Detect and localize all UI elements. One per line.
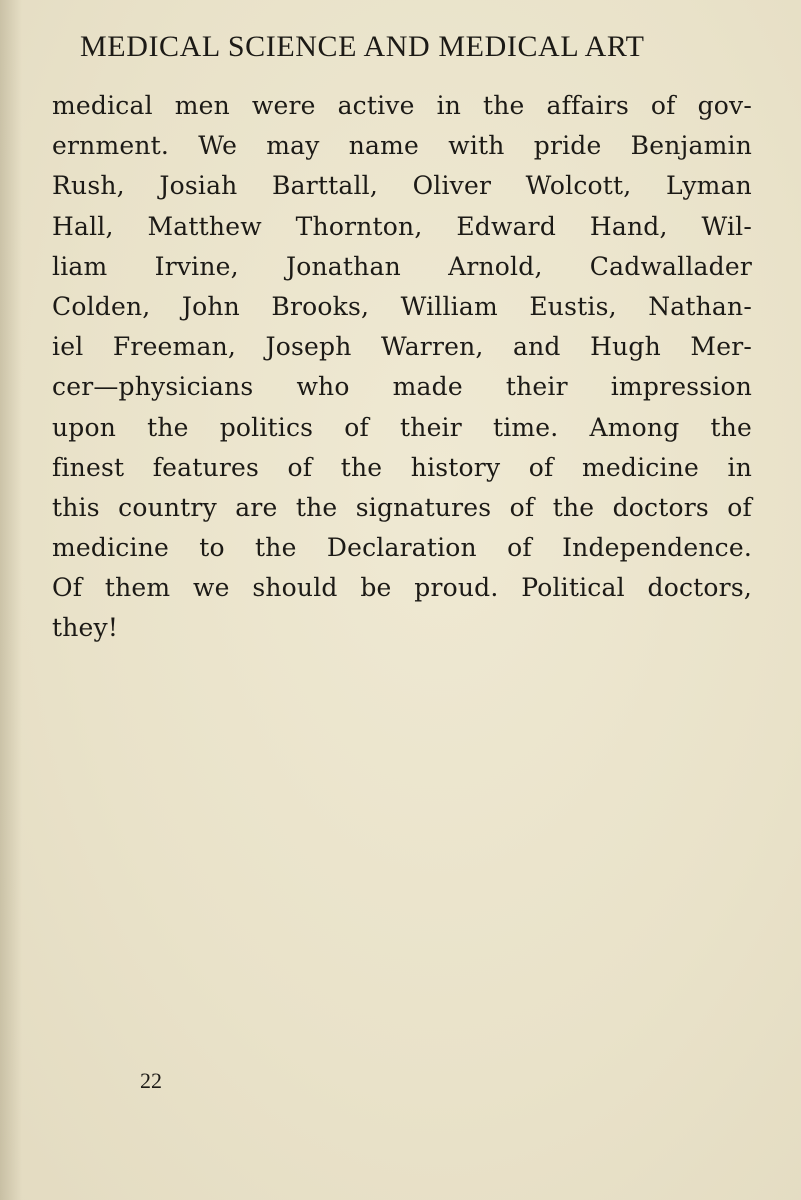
text-line: Colden, John Brooks, William Eustis, Nathan- <box>52 291 752 321</box>
text-line: Hall, Matthew Thornton, Edward Hand, Wil- <box>52 211 752 241</box>
running-head: MEDICAL SCIENCE AND MEDICAL ART <box>80 30 645 63</box>
text-line: medicine to the Declaration of Independence. <box>52 533 752 563</box>
text-line: medical men were active in the affairs of gov- <box>52 91 752 120</box>
text-line: finest features of the history of medicine in <box>52 452 752 482</box>
text-line: Rush, Josiah Barttall, Oliver Wolcott, Lyman <box>52 171 752 201</box>
text-line: liam Irvine, Jonathan Arnold, Cadwallader <box>52 251 752 281</box>
text-line: this country are the signatures of the doctors of <box>52 492 752 522</box>
text-line: cer—physicians who made their impression <box>52 372 752 402</box>
page-number: 22 <box>140 1068 162 1093</box>
text-line: they! <box>52 613 119 643</box>
text-line: ernment. We may name with pride Benjamin <box>52 131 752 161</box>
text-line: iel Freeman, Joseph Warren, and Hugh Mer- <box>52 332 752 362</box>
body-paragraph <box>52 86 752 649</box>
page-gutter-shadow <box>0 0 22 1200</box>
text-line: Of them we should be proud. Political doctors, <box>52 573 752 603</box>
text-line: upon the politics of their time. Among the <box>52 412 752 442</box>
